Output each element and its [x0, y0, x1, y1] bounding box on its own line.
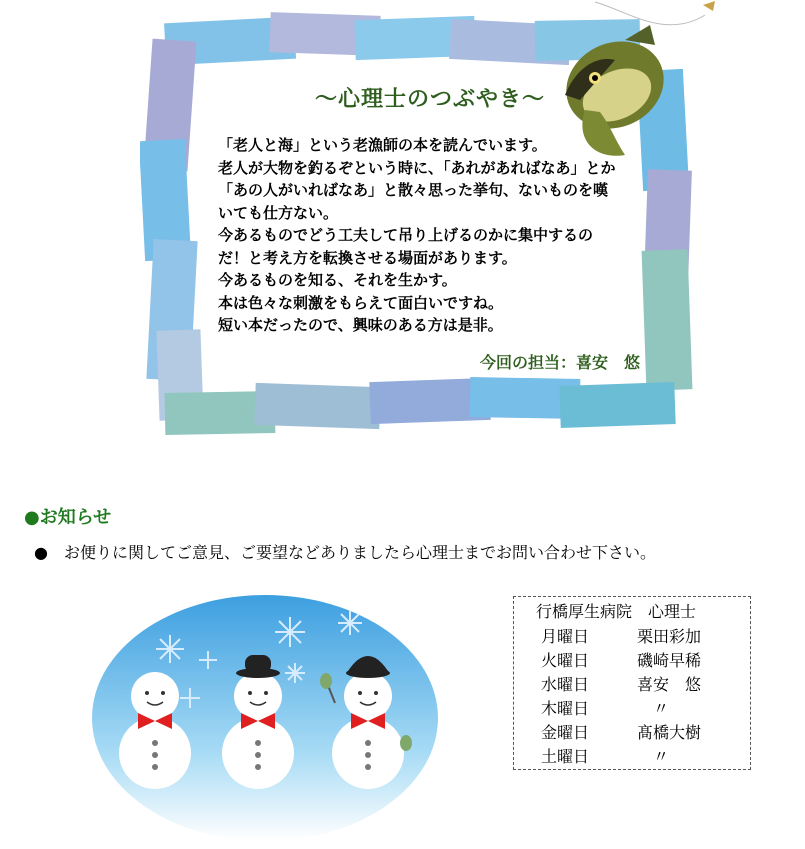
column-line: いても仕方ない。 — [218, 203, 339, 222]
schedule-title: 行橋厚生病院 心理士 — [536, 602, 697, 621]
schedule-day: 土曜日 — [541, 747, 590, 766]
notice-heading: ●お知らせ — [24, 507, 112, 528]
schedule-person: 髙橋大樹 — [637, 723, 702, 742]
schedule-day: 水曜日 — [541, 675, 590, 694]
column-signature: 今回の担当：喜安 悠 — [479, 353, 640, 372]
column-title: ～心理士のつぶやき～ — [314, 87, 545, 112]
schedule-person: 〃 — [637, 699, 670, 718]
notice-list-item — [34, 540, 656, 563]
schedule-row — [541, 648, 701, 671]
schedule-person: 〃 — [637, 747, 670, 766]
column-line: 今あるものでどう工夫して吊り上げるのかに集中するの — [218, 226, 594, 244]
column-line: 短い本だったので、興味のある方は是非。 — [218, 316, 503, 334]
column-line: 本は色々な刺激をもらえて面白いですね。 — [218, 293, 504, 312]
bullet-icon: ● — [34, 543, 48, 562]
schedule-row — [541, 624, 701, 647]
notice-text: お便りに関してご意見、ご要望などありましたら心理士までお問い合わせ下さい。 — [64, 543, 657, 562]
schedule-person: 喜安 悠 — [637, 675, 702, 694]
schedule-row — [541, 672, 701, 695]
schedule-person: 栗田彩加 — [637, 627, 702, 646]
schedule-day: 金曜日 — [541, 723, 590, 742]
column-line: 「老人と海」という老漁師の本を読んでいます。 — [218, 136, 547, 154]
schedule-day: 木曜日 — [541, 699, 590, 718]
column-line: 今あるものを知る、それを生かす。 — [218, 271, 457, 289]
schedule-person: 磯崎早稀 — [637, 651, 702, 670]
snowmen-illustration — [90, 593, 440, 843]
column-line: 老人が大物を釣るぞという時に、「あれがあればなあ」とか — [218, 158, 616, 177]
column-body — [218, 134, 648, 337]
schedule-row — [541, 720, 701, 743]
schedule-row — [541, 696, 669, 719]
schedule-day: 火曜日 — [541, 651, 590, 670]
schedule-row — [541, 744, 669, 767]
column-line: だ！と考え方を転換させる場面があります。 — [218, 248, 517, 267]
schedule-day: 月曜日 — [541, 627, 590, 646]
column-line: 「あの人がいればなあ」と散々思った挙句、ないものを嘆 — [218, 181, 609, 199]
psychologist-schedule — [513, 596, 751, 770]
